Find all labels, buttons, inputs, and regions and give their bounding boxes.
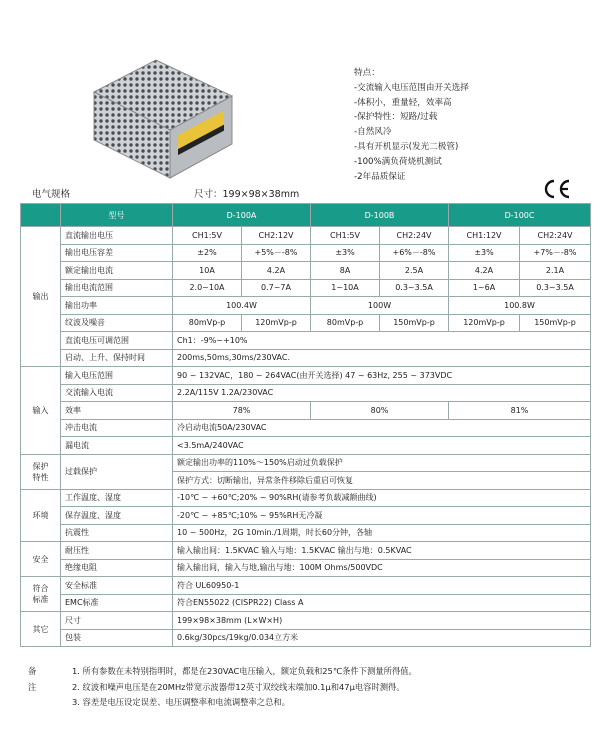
table-row (21, 332, 591, 350)
row-label: 直流电压可调范围 (61, 332, 173, 350)
cell: +7%－-8% (520, 244, 591, 262)
cell: 1~6A (449, 279, 520, 297)
category-line: 符合 (32, 584, 49, 593)
table-row (21, 612, 591, 630)
cell: 90 ~ 132VAC，180 ~ 264VAC(由开关选择) 47 ~ 63Hz, 255 ~ 373VDC (173, 367, 591, 385)
table-row (21, 349, 591, 367)
row-label: 漏电流 (61, 437, 173, 455)
cell: 100W (311, 297, 449, 315)
category-standards (21, 577, 61, 612)
cell: 4.2A (242, 262, 311, 280)
row-label: 启动、上升、保持时间 (61, 349, 173, 367)
notes-label: 备注 (28, 666, 37, 692)
cell: 81% (449, 402, 591, 420)
cell: CH2:12V (242, 227, 311, 245)
row-label: 输出功率 (61, 297, 173, 315)
table-row (21, 384, 591, 402)
row-label: 耐压性 (61, 542, 173, 560)
cell: 2.5A (380, 262, 449, 280)
cell: 0.3~3.5A (520, 279, 591, 297)
table-row (21, 262, 591, 280)
cell: -10℃ ~ +60℃;20% ~ 90%RH(请参考负载减额曲线) (173, 489, 591, 507)
features-title: 特点： (354, 68, 380, 78)
table-row (21, 629, 591, 647)
feature-item: -具有开机显示(发光二极管) (354, 141, 459, 152)
row-label: 尺寸 (61, 612, 173, 630)
category-protection (21, 454, 61, 489)
header-spacer (21, 204, 61, 227)
row-label: 输出电压容差 (61, 244, 173, 262)
cell: CH1:5V (173, 227, 242, 245)
size-label: 尺寸：199×98×38mm (194, 189, 300, 200)
electrical-spec-label: 电气规格 (32, 189, 71, 200)
cell: 0.7~7A (242, 279, 311, 297)
table-row (21, 559, 591, 577)
cell: CH2:24V (380, 227, 449, 245)
table-header-row (21, 204, 591, 227)
row-label: 交流输入电流 (61, 384, 173, 402)
feature-item: -自然风冷 (354, 127, 392, 138)
cell: ±3% (449, 244, 520, 262)
cell: 120mVp-p (242, 314, 311, 332)
cell: 199×98×38mm (L×W×H) (173, 612, 591, 630)
row-label: 过载保护 (61, 454, 173, 489)
row-label: 保存温度、湿度 (61, 507, 173, 525)
cell: 符合 UL60950-1 (173, 577, 591, 595)
spec-table (20, 203, 591, 647)
cell: +5%－-8% (242, 244, 311, 262)
note-item: 1. 所有参数在未特别指明时，都是在230VAC电压输入，额定负载和25℃条件下测量所得值。 (72, 666, 417, 676)
category-line: 标准 (32, 595, 49, 604)
cell: ±2% (173, 244, 242, 262)
cell: 80mVp-p (311, 314, 380, 332)
header-d100a: D-100A (173, 204, 311, 227)
header-d100b: D-100B (311, 204, 449, 227)
row-label: 绝缘电阻 (61, 559, 173, 577)
row-label: 安全标准 (61, 577, 173, 595)
category-output: 输出 (21, 227, 61, 367)
cell: 100.8W (449, 297, 591, 315)
cell: 2.0~10A (173, 279, 242, 297)
table-row (21, 507, 591, 525)
table-row (21, 489, 591, 507)
cell: 额定输出功率的110%～150%启动过负载保护 (173, 454, 591, 472)
cell: CH1:5V (311, 227, 380, 245)
cell: <3.5mA/240VAC (173, 437, 591, 455)
features-list (354, 66, 469, 184)
row-label: 工作温度、湿度 (61, 489, 173, 507)
cell: 200ms,50ms,30ms/230VAC. (173, 349, 591, 367)
table-row (21, 244, 591, 262)
cell: 0.3~3.5A (380, 279, 449, 297)
feature-item: -2年品质保证 (354, 171, 406, 182)
cell: 冷启动电流50A/230VAC (173, 419, 591, 437)
category-line: 保护 (32, 461, 49, 471)
table-row (21, 297, 591, 315)
row-label: 纹波及噪音 (61, 314, 173, 332)
cell: 输入输出间：1.5KVAC 输入与地：1.5KVAC 输出与地：0.5KVAC (173, 542, 591, 560)
row-label: 输入电压范围 (61, 367, 173, 385)
table-row (21, 524, 591, 542)
category-input: 输入 (21, 367, 61, 455)
table-row (21, 454, 591, 472)
cell: 150mVp-p (380, 314, 449, 332)
table-row (21, 542, 591, 560)
feature-item: -交流输入电压范围由开关选择 (354, 82, 469, 93)
table-row (21, 594, 591, 612)
cell: CH1:12V (449, 227, 520, 245)
row-label: 输出电流范围 (61, 279, 173, 297)
category-safety: 安全 (21, 542, 61, 577)
row-label: 效率 (61, 402, 173, 420)
table-row (21, 577, 591, 595)
table-row (21, 437, 591, 455)
feature-item: -100%满负荷烧机测试 (354, 156, 442, 167)
cell: CH2:24V (520, 227, 591, 245)
row-label: 冲击电流 (61, 419, 173, 437)
table-row (21, 227, 591, 245)
category-other: 其它 (21, 612, 61, 647)
table-row (21, 314, 591, 332)
row-label: 包装 (61, 629, 173, 647)
cell: -20℃ ~ +85℃;10% ~ 95%RH无冷凝 (173, 507, 591, 525)
cell: 10A (173, 262, 242, 280)
cell: 80mVp-p (173, 314, 242, 332)
table-row (21, 279, 591, 297)
category-line: 特性 (32, 472, 49, 482)
cell: 2.1A (520, 262, 591, 280)
cell: 100.4W (173, 297, 311, 315)
cell: +6%－-8% (380, 244, 449, 262)
cell: 150mVp-p (520, 314, 591, 332)
cell: 1~10A (311, 279, 380, 297)
cell: 保护方式：切断输出，异常条件移除后重启可恢复 (173, 472, 591, 490)
header-d100c: D-100C (449, 204, 591, 227)
cell: 8A (311, 262, 380, 280)
cell: Ch1：-9%~+10% (173, 332, 591, 350)
feature-item: -体积小，重量轻，效率高 (354, 97, 452, 108)
cell: 78% (173, 402, 311, 420)
row-label: EMC标准 (61, 594, 173, 612)
cell: 4.2A (449, 262, 520, 280)
note-item: 2. 纹波和噪声电压是在20MHz带宽示波器带12英寸双绞线末端加0.1μ和47μ电容时测得。 (72, 681, 405, 692)
table-row (21, 419, 591, 437)
row-label: 额定输出电流 (61, 262, 173, 280)
cell: 0.6kg/30pcs/19kg/0.034立方米 (173, 629, 591, 647)
cell: 输入输出间，输入与地,输出与地：100M Ohms/500VDC (173, 559, 591, 577)
category-environment: 环境 (21, 489, 61, 542)
table-row (21, 367, 591, 385)
ce-mark-icon (541, 178, 571, 200)
feature-item: -保护特性：短路/过载 (354, 112, 438, 123)
cell: 符合EN55022 (CISPR22) Class A (173, 594, 591, 612)
cell: 80% (311, 402, 449, 420)
row-label: 直流输出电压 (61, 227, 173, 245)
power-supply-photo (86, 52, 238, 188)
cell: 2.2A/115V 1.2A/230VAC (173, 384, 591, 402)
cell: 120mVp-p (449, 314, 520, 332)
note-item: 3. 容差是电压设定误差、电压调整率和电流调整率之总和。 (72, 697, 290, 707)
header-model: 型号 (61, 204, 173, 227)
cell: 10 ~ 500Hz，2G 10min./1周期，时长60分钟，各轴 (173, 524, 591, 542)
table-row (21, 402, 591, 420)
cell: ±3% (311, 244, 380, 262)
row-label: 抗震性 (61, 524, 173, 542)
